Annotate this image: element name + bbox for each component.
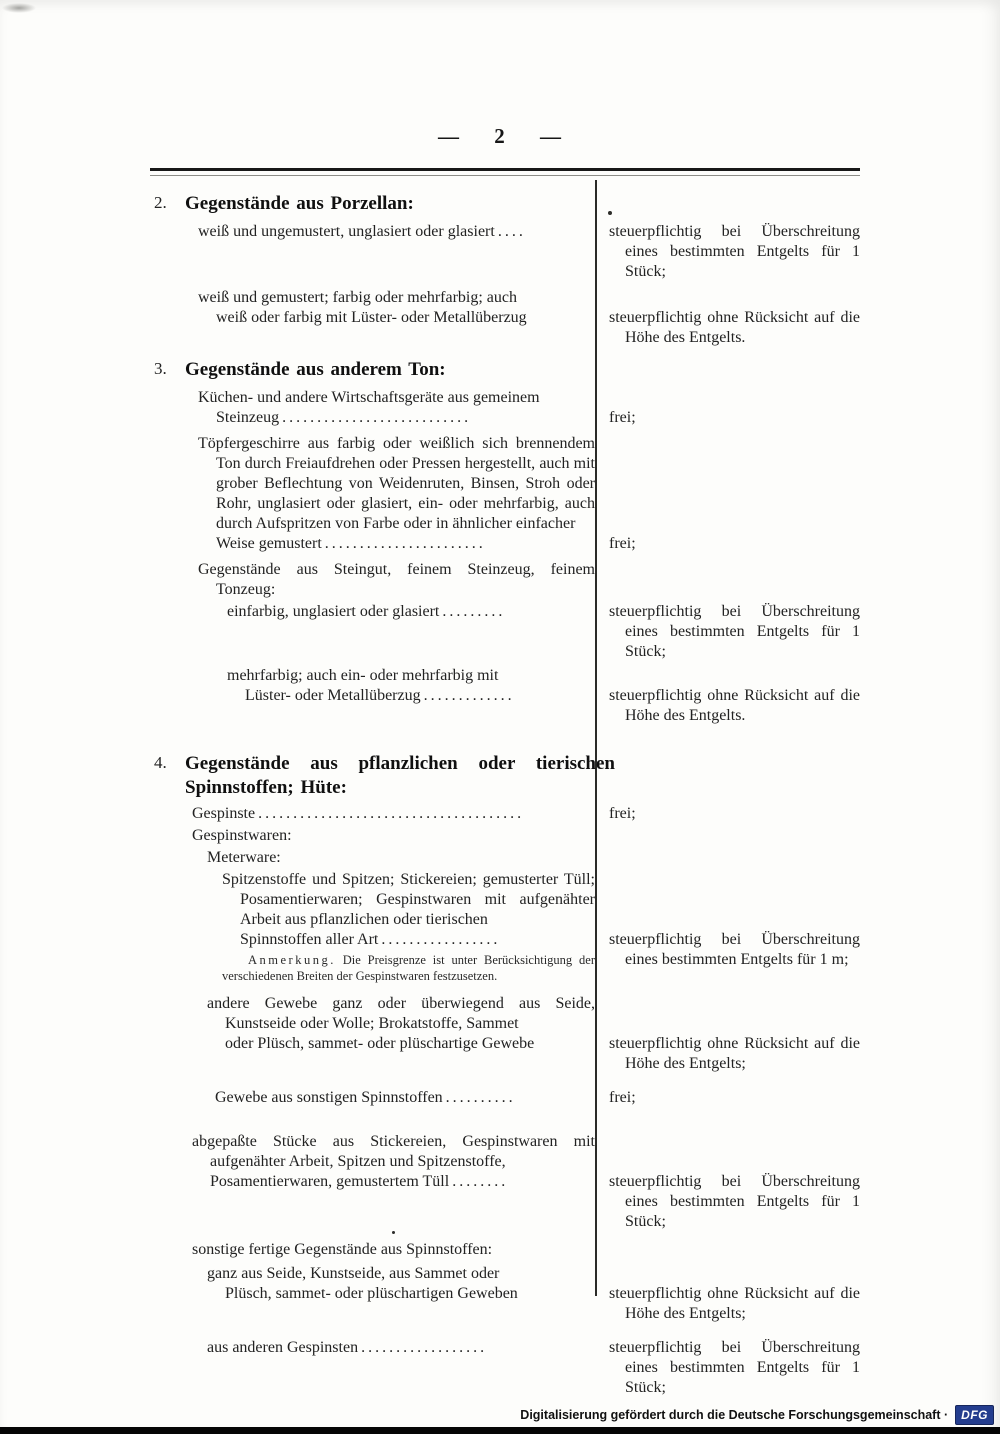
item-description: weiß und ungemustert, unglasiert oder glasiert .... (198, 223, 526, 240)
leader-dots: .... (497, 223, 526, 240)
scan-smudge (2, 3, 36, 13)
tax-status: steuerpflichtig ohne Rücksicht auf die Höhe des Entgelts. (609, 687, 860, 724)
item-description: Gespinste ...................................... (192, 805, 525, 822)
tax-status: steuerpflichtig ohne Rücksicht auf die Höhe des Entgelts. (609, 309, 860, 346)
item-description: weiß und gemustert; farbig oder mehrfarbig; auch (198, 289, 517, 306)
tariff-item-row (150, 1088, 860, 1108)
tariff-item-row (150, 288, 860, 348)
leader-dots: ....................... (324, 535, 486, 552)
section-number: 2. (154, 193, 167, 212)
tariff-item-row (150, 870, 860, 984)
tax-status: steuerpflichtig bei Überschreitung eines bestimmten Entgelts für 1 m; (609, 931, 860, 968)
item-description: Lüster- oder Metallüberzug ............. (245, 687, 515, 704)
scan-edge-bar (0, 1427, 1000, 1434)
tax-status: steuerpflichtig bei Überschreitung eines bestimmten Entgelts für 1 Stück; (609, 603, 860, 660)
tariff-item-row (150, 1338, 860, 1398)
header-rule (150, 168, 860, 176)
item-description: aus anderen Gespinsten .................. (207, 1339, 488, 1356)
item-description: oder Plüsch, sammet- oder plüschartige Gewebe (225, 1035, 535, 1052)
item-description: Spitzenstoffe und Spitzen; Stickereien; gemusterter Tüll; Posamentierwaren; Gespinstwaren mit aufgenähter Arbeit aus pflanzlichen oder tierischen (222, 871, 595, 928)
item-description: einfarbig, unglasiert oder glasiert ......... (227, 603, 506, 620)
dfg-credit-text: Digitalisierung gefördert durch die Deutsche Forschungsgemeinschaft · (520, 1408, 949, 1422)
item-description: Steinzeug ........................... (216, 409, 472, 426)
item-description: Gespinstwaren: (192, 827, 292, 844)
column-divider (595, 180, 597, 1296)
tax-status: steuerpflichtig bei Überschreitung eines bestimmten Entgelts für 1 Stück; (609, 223, 860, 280)
tax-status: frei; (609, 1089, 636, 1106)
tariff-item-row (150, 1264, 860, 1324)
item-description: Gegenstände aus Steingut, feinem Steinzeug, feinem Tonzeug: (198, 561, 595, 598)
dfg-credit-line (520, 1405, 994, 1425)
section-number: 4. (154, 753, 167, 772)
section-heading-spinnstoffe (150, 752, 860, 800)
item-description: Meterware: (207, 849, 281, 866)
item-description: abgepaßte Stücke aus Stickereien, Gespinstwaren mit aufgenähter Arbeit, Spitzen und Spitzenstoffe, (192, 1133, 595, 1170)
tariff-item-row (150, 804, 860, 824)
section-title: Gegenstände aus Porzellan: (185, 193, 414, 214)
leader-dots: ........ (452, 1173, 509, 1190)
tariff-table (150, 192, 860, 1402)
tax-status: frei; (609, 409, 636, 426)
item-description: Spinnstoffen aller Art ................. (240, 931, 501, 948)
tariff-group-heading (150, 560, 860, 600)
leader-dots: ......... (442, 603, 506, 620)
leader-dots: ...................................... (258, 805, 525, 822)
item-description: weiß oder farbig mit Lüster- oder Metallüberzug (216, 309, 527, 326)
tariff-item-row (150, 994, 860, 1074)
page-number: — 2 — (438, 124, 562, 148)
section-title: Gegenstände aus anderem Ton: (185, 359, 446, 380)
tax-status: frei; (609, 535, 636, 552)
note-label: Anmerkung. (248, 953, 336, 967)
section-number: 3. (154, 359, 167, 378)
section-heading-ton (150, 358, 860, 382)
tariff-group-heading (150, 826, 860, 846)
leader-dots: ............. (423, 687, 515, 704)
item-description: mehrfarbig; auch ein- oder mehrfarbig mit (227, 667, 499, 684)
tariff-item-row (150, 388, 860, 428)
tariff-item-row (150, 602, 860, 662)
tax-status: steuerpflichtig bei Überschreitung eines bestimmten Entgelts für 1 Stück; (609, 1173, 860, 1230)
item-description: Weise gemustert ....................... (216, 535, 486, 552)
tariff-item-row (150, 434, 860, 554)
item-description: Töpfergeschirre aus farbig oder weißlich sich brennendem Ton durch Freiaufdrehen oder Pressen hergestellt, auch mit grober Beflechtung von Weidenruten, Binsen, Stroh oder Rohr, unglasiert oder glasiert, ein- oder mehrfarbig, auch durch Aufspritzen von Farbe oder in ähnlicher einfacher (198, 435, 595, 532)
tariff-item-row (150, 1132, 860, 1232)
item-description: Plüsch, sammet- oder plüschartigen Geweben (225, 1285, 518, 1302)
section-title: Gegenstände aus pflanzlichen oder tierischen Spinnstoffen; Hüte: (185, 753, 615, 798)
leader-dots: ................. (381, 931, 501, 948)
tax-status: frei; (609, 805, 636, 822)
tariff-item-row (150, 222, 860, 282)
tax-status: steuerpflichtig ohne Rücksicht auf die Höhe des Entgelts; (609, 1285, 860, 1322)
item-note: Anmerkung. Die Preisgrenze ist unter Berücksichtigung der verschiedenen Breiten der Gespinstwaren festzusetzen. (222, 953, 595, 983)
leader-dots: ........................... (282, 409, 472, 426)
tax-status: steuerpflichtig bei Überschreitung eines bestimmten Entgelts für 1 Stück; (609, 1339, 860, 1396)
item-description: sonstige fertige Gegenstände aus Spinnstoffen: (192, 1241, 493, 1258)
dfg-logo: DFG (955, 1405, 994, 1425)
item-description: Posamentierwaren, gemustertem Tüll ........ (210, 1173, 509, 1190)
item-description: Küchen- und andere Wirtschaftsgeräte aus gemeinem (198, 389, 540, 406)
item-description: Gewebe aus sonstigen Spinnstoffen .......... (215, 1089, 516, 1106)
item-description: ganz aus Seide, Kunstseide, aus Sammet oder (207, 1265, 500, 1282)
leader-dots: .................. (361, 1339, 488, 1356)
tariff-group-heading (150, 848, 860, 868)
tax-status: steuerpflichtig ohne Rücksicht auf die Höhe des Entgelts; (609, 1035, 860, 1072)
leader-dots: .......... (445, 1089, 516, 1106)
tariff-item-row (150, 666, 860, 726)
tariff-group-heading (150, 1240, 860, 1260)
item-description: andere Gewebe ganz oder überwiegend aus Seide, Kunstseide oder Wolle; Brokatstoffe, Sammet (207, 995, 595, 1032)
section-heading-porzellan (150, 192, 860, 216)
